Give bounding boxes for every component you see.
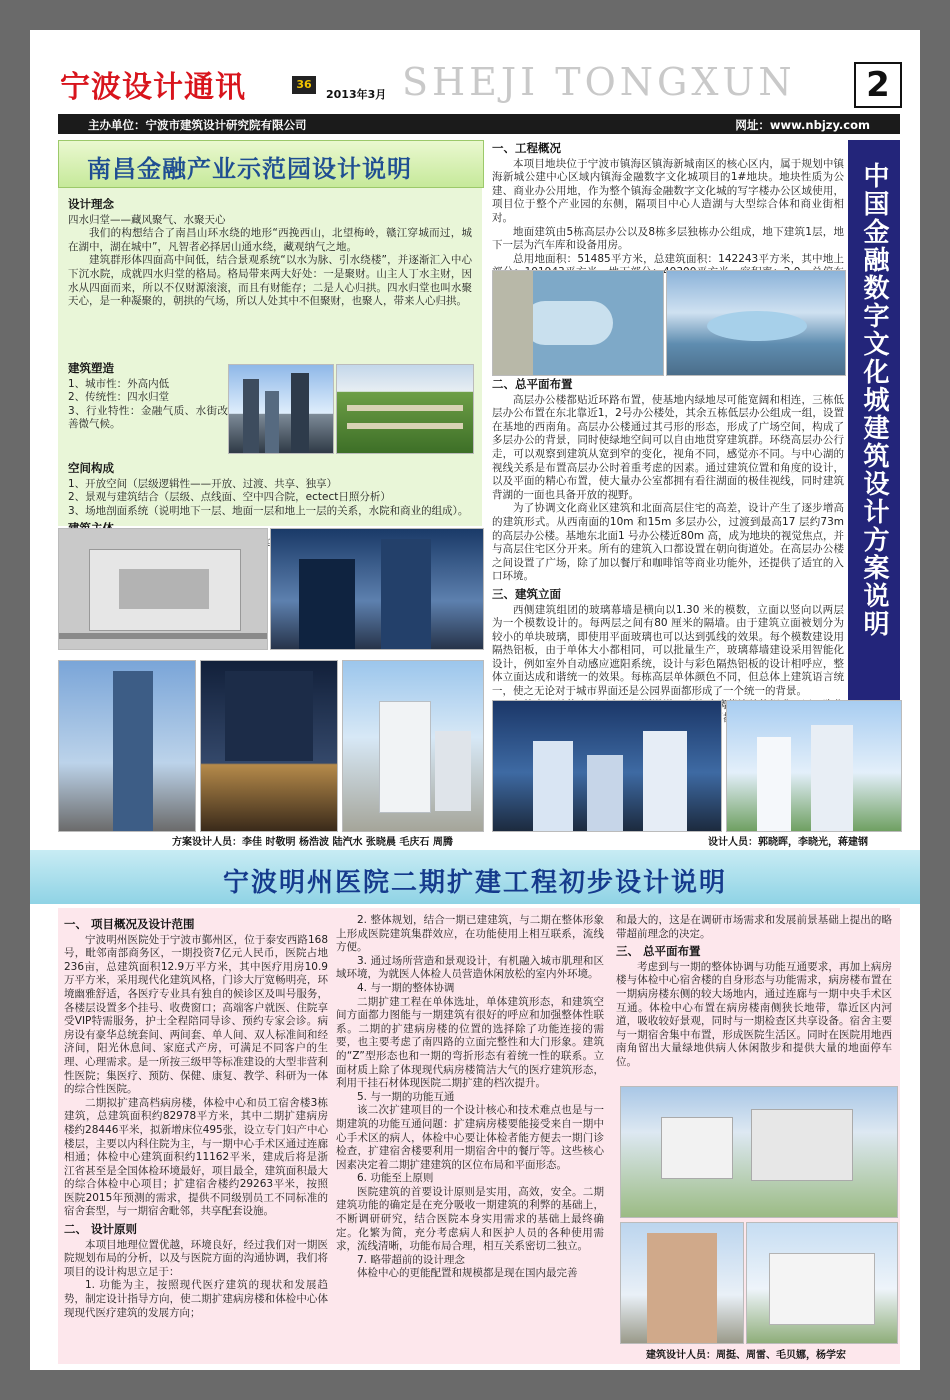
article3-title: 宁波明州医院二期扩建工程初步设计说明 xyxy=(222,868,727,898)
section-heading: 一、 项目概况及设计范围 xyxy=(64,917,195,931)
s3-heading: 三、建筑立面 xyxy=(492,586,561,601)
article2-title-banner xyxy=(848,140,900,700)
paragraph: 7. 略带超前的设计理念 xyxy=(357,1253,465,1266)
sponsor-text: 主办单位：宁波市建筑设计研究院有限公司 xyxy=(88,118,307,132)
sponsor-bar xyxy=(58,114,900,134)
space-heading: 空间构成 xyxy=(68,461,114,475)
s2-para: 高层办公楼都贴近环路布置，使基地内绿地尽可能宽阔和相连，三栋低层办公布置在东北靠近1，2号办公楼处，其余五栋低层办公组成一组，设置在基地的西南角。高层办公楼通过其弓形的形态，形成了广场空间，构成了多层办公的背景，同时使绿地空间可以自由地贯穿建筑群。环绕高层办公行走，可以观察到建筑从宽到窄的变化，视角不同，感觉亦不同。与中心湖的视线关系是布置高层办公时着重考虑的因素。通过建筑位置和角度的设计，以及平面的精心布置，使大量办公室都拥有看往湖面的极佳视线，同时建筑背湖的一面也具备开放的视野。 xyxy=(492,393,844,501)
space-item: 1、开放空间（层级逻辑性——开放、过渡、共享、独享） xyxy=(68,477,338,490)
space-item: 3、场地剖面系统（说明地下一层、地面一层和地上一层的关系，水院和商业的组成）。 xyxy=(68,504,469,517)
lobby-night-rendering xyxy=(200,660,338,832)
s3-para: 西侧建筑组团的玻璃幕墙是横向以1.30 米的模数，立面以竖向以两层为一个模数设计的。每两层之间有80 厘米的隔墙。由于建筑立面被划分为较小的单块玻璃，即使用平面玻璃也可以达到弧线的效果。每个模数建设用隔热铝板，由于单体大小都相同，可以批量生产，玻璃幕墙建设采用智能化设计，例如室外自动感应遮阳系统，设计与彩色隔热铝板的设计相呼应，整体立面达成和谐统一的效果。每栋高层单体颜色不同，但总体上建筑语言统一，使之无论对于城市界面还是公园界面都形成了一个统一的背景。 xyxy=(492,603,844,698)
issue-date: 2013年3月 xyxy=(326,88,387,101)
form-item: 1、城市性：外高内低 xyxy=(68,377,170,390)
s2-para: 为了协调文化商业区建筑和北面高层住宅的高差，设计产生了逐步增高的建筑形式。从西南面的10m 和15m 多层办公，过渡到最高17 层约73m 的高层办公楼。基地东北面1 号办公楼近80m 高，成为地块的视觉焦点，并与高层住宅区分开来。所有的建筑入口都设置在朝向街道处。在高层办公楼之间设置了广场，除了加以餐厅和咖啡馆等商业功能外，还提供了适宜的入口环境。 xyxy=(492,502,844,583)
lake-city-rendering xyxy=(666,270,846,376)
logo-text: 宁波设计通讯 xyxy=(60,70,246,105)
glass-plaza-rendering xyxy=(58,660,196,832)
concept-line: 建筑群形体四面高中间低，结合景观系统“以水为脉、引水绕楼”，并逐渐汇入中心下沉水院，成就四水归堂的格局。格局带来两大好处：一是聚财。山主人丁水主财，因水从四面而来，所以不仅财源滚滚，而且有财能存；二是人心归拱。四水归堂也叫水聚天心，是一种凝聚的，朝拱的气场，所以人处其中不但聚财，也聚人，带来人心归拱。 xyxy=(68,254,472,308)
paragraph: 6. 功能至上原则 xyxy=(357,1172,434,1185)
paragraph: 本项目地理位置优越，环境良好，经过我们对一期医院规划布局的分析，以及与医院方面的沟通协调，我们将项目的设计构思立足于： xyxy=(64,1238,328,1278)
paragraph: 该二次扩建项目的一个设计核心和技术难点也是与一期建筑的功能互通问题：扩建病房楼要能接受来自一期中心手术区的病人，体检中心要让体检者能方便去一期门诊检查，扩建宿舍楼要利用一期宿舍中的餐厅等。这些核心因素决定着二期扩建建筑的区位布局和平面形态。 xyxy=(336,1104,604,1171)
paragraph: 1. 功能为主，按照现代医疗建筑的现状和发展趋势，制定设计指导方向，使二期扩建病房楼和体检中心体现现代医疗建筑的发展方向； xyxy=(64,1279,328,1319)
paragraph: 医院建筑的首要设计原则是实用，高效，安全。二期建筑功能的确定是在充分吸收一期建筑的利弊的基础上，不断调研研究，结合医院本身实用需求的基础上最终确定。化繁为简，充分考虑病人和医护人员的各种使用需求，流线清晰，功能布局合理，相互关系密切二独立。 xyxy=(336,1185,604,1253)
article2-title: 中国金融数字文化城建筑设计方案说明 xyxy=(859,162,889,638)
paragraph: 4. 与一期的整体协调 xyxy=(357,981,455,994)
hospital-campus-aerial xyxy=(620,1086,898,1218)
article3-col1 xyxy=(64,914,328,1320)
lake-masterplan-aerial xyxy=(492,270,664,376)
s1-heading: 一、工程概况 xyxy=(492,141,561,155)
s2-heading: 二、总平面布置 xyxy=(492,377,573,391)
concept-heading: 设计理念 xyxy=(68,197,114,211)
masthead xyxy=(30,30,920,110)
article2-plan xyxy=(492,378,844,726)
tower-dusk-rendering xyxy=(270,528,484,650)
hospital-ward-building xyxy=(620,1222,744,1344)
office-towers-daytime xyxy=(726,700,902,832)
paragraph: 体检中心的更能配置和规模都是现在国内最完善 xyxy=(357,1267,578,1280)
space-item: 2、景观与建筑结合（层级、点线面、空中四合院，ectect日照分析） xyxy=(68,491,391,504)
form-item: 2、传统性：四水归堂 xyxy=(68,391,170,404)
article3-credits: 建筑设计人员：周挺、周雷、毛贝娜，杨学宏 xyxy=(646,1350,846,1361)
article3-col3 xyxy=(616,914,892,1070)
pinyin-title: SHEJI TONGXUN xyxy=(402,60,796,104)
paragraph: 二期拟扩建高档病房楼，体检中心和员工宿舍楼3栋建筑，总建筑面积约82978平方米，其中二期扩建病房楼约28446平米，拟新增床位495张，设立专门妇产中心楼层，主要以内科住院为主，与一期中心手术区通过连廊相通；体检中心建筑面积约11162平米，建成后将是浙江省甚至是全国体检环境最好，项目最全，建筑面积最大的综合体检中心项目；扩建宿舍楼约29263平米，按照医院2015年预测的需求，提供不同级别员工不同标准的宿舍套型，与一期宿舍毗邻，共享配套设施。 xyxy=(64,1096,328,1218)
office-campus-aerial xyxy=(342,660,484,832)
s1-para: 本项目地块位于宁波市镇海区镇海新城南区的核心区内，属于规划中镇海新城公建中心区域内镇海金融数字文化城项目的1#地块。地块性质为公建、商业办公用地，作为整个镇海金融数字文化城的写字楼办公区域使用，项目位于整个产业园的东侧，隔项目中心人造湖与大型综合体和商业街相对。 xyxy=(492,157,844,224)
newspaper-page xyxy=(30,30,920,1370)
office-towers-dusk xyxy=(492,700,722,832)
article1-title: 南昌金融产业示范园设计说明 xyxy=(87,155,412,183)
article1-credits: 方案设计人员：李佳 时敬明 杨浩波 陆汽水 张晓晨 毛庆石 周腾 xyxy=(172,837,453,848)
hospital-health-center xyxy=(746,1222,898,1344)
section-heading: 三、 总平面布置 xyxy=(616,944,701,959)
form-heading: 建筑塑造 xyxy=(68,361,114,375)
article1-content xyxy=(58,188,482,526)
rendering-towers-photo xyxy=(228,364,334,454)
concept-line: 四水归堂——藏风聚气、水聚天心 xyxy=(68,213,226,226)
form-item: 3、行业特性：金融气质、水街改善微气候。 xyxy=(68,404,228,431)
paragraph: 5. 与一期的功能互通 xyxy=(357,1090,455,1103)
paragraph: 宁波明州医院处于宁波市鄞州区，位于泰安西路168号，毗邻南部商务区，一期投资7亿元人民币，医院占地236亩，总建筑面积12.9万平方米，其中医疗用房10.9万平方米，采用现代化建筑风格，门诊大厅宽畅明亮，环境幽雅舒适，各医疗专业具有独自的候诊区及叫号服务，各楼层设置多个挂号、收费窗口；高端客户就医、住院享受VIP特需服务，护士全程陪同导诊、预约专家会诊。病房设有豪华总统套间、两间套、单人间、双人标准间和经济间，阳光休息间、家庭式产房，可满足不同客户的生理、心理需求。是一所按三级甲等标准建设的大型非营利性医院；集医疗、预防、保健、康复、教学、科研为一体的综合性医院。 xyxy=(64,933,328,1096)
paragraph: 2. 整体规划，结合一期已建建筑，与二期在整体形象上形成医院建筑集群效应，在功能使用上相互联系，流线方便。 xyxy=(336,914,604,954)
article2-credits: 设计人员：郭晓晖，李晓光，蒋建钢 xyxy=(708,837,868,848)
s1-para: 总用地面积：51485平方米，总建筑面积：142243平方米，其中地上 ：40 xyxy=(513,252,844,279)
page-number: 2 xyxy=(854,62,902,108)
s1-para: 地面建筑由5栋高层办公以及8栋多层独栋办公组成，地下建筑1层，地下一层为汽车库和设备用房。 xyxy=(492,225,844,252)
paragraph: 考虑到与一期的整体协调与功能互通要求，再加上病房楼与体检中心宿舍楼的自身形态与功能需求，病房楼布置在一期病房楼东侧的较大场地内，通过连廊与一期中央手术区互通。体检中心布置在病房楼南侧狭长地带，靠近区内河道，吸收较好景观，同时与一期检查区共享设备。宿舍主要与一期宿舍集中布置，形成医院生活区。同时在医院用地西南角留出大量绿地供病人休闲散步和提供大量的地面停车位。 xyxy=(616,960,892,1068)
website-link[interactable]: 网址：www.nbjzy.com xyxy=(735,118,870,132)
article1-title-banner xyxy=(58,140,484,188)
article3-title-banner xyxy=(30,850,920,904)
paragraph: 二期扩建工程在单体选址，单体建筑形态，和建筑空间方面都力图能与一期建筑有很好的呼应和加强整体性联系。二期的扩建病房楼的位置的选择除了功能连接的需要，也主要考虑了南四路的立面完整性和大门形象。建筑的“Z”型形态也和一期的弯折形态有着统一性的联系。立面材质上除了体现现代病房楼简洁大气的医疗建筑形态，利用干挂石材体现医院二期扩建的档次提升。 xyxy=(336,995,604,1090)
concept-line: 我们的构想结合了南昌山环水绕的地形“西挽西山，北望梅岭，赣江穿城而过，城在湖中，湖在城中”，凡智者必择居山通水绕，藏观纳气之地。 xyxy=(68,227,472,253)
rendering-garden-photo xyxy=(336,364,474,454)
issue-badge: 36 xyxy=(292,76,316,94)
paragraph: 3. 通过场所营造和景观设计，有机融入城市肌理和区域环境，为就医人体检人员营造休闲放松的室内外环境。 xyxy=(336,954,604,981)
paragraph: 和最大的，这是在调研市场需求和发展前景基础上提出的略带超前理念的决定。 xyxy=(616,914,892,940)
section-heading: 二、 设计原则 xyxy=(64,1222,138,1237)
article3-col2 xyxy=(336,914,604,1281)
site-plan-image xyxy=(58,528,268,650)
